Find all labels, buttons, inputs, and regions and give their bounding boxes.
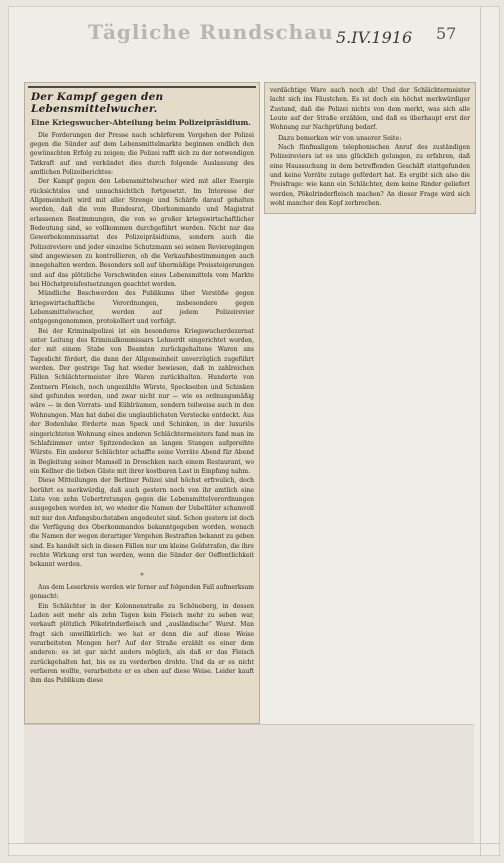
article-paragraph: Mündliche Beschwerden des Publikums über Verstöße gegen kriegswirtschaftliche Verordnungen, insbesondere gegen Lebensmittelwucher, werden auf jedem Polizeirevier entgegengenommen, protokolliert und verfolgt.	[30, 290, 254, 326]
section-mark: *	[140, 571, 144, 580]
editor-reply: Nach fünfmaligem telephonischen Anruf des zuständigen Polizeireviers ist es uns glücklich gelungen, zu erfahren, daß eine Haussuchung in dem betreffenden Geschäft stattgefunden und keine Vorräte zutage gefördert hat. Es ergibt sich also die Preisfrage: wie kann ein Schlächter, dem keine Rinder geliefert werden, Pökelrinderfleisch machen? An dieser Frage wird sich wohl mancher den Kopf zerbrechen.	[270, 144, 470, 208]
article-paragraph: Ein Schlächter in der Kolonnenstraße zu Schöneberg, in dessen Laden seit mehr als zehn Tagen kein Fleisch mehr zu sehen war, verkauft plötzlich Pökelrinderfleisch und „ausländische“ Wurst. Man fragt sich unwillkürlich: wo hat er denn die auf diese Weise verarbeiteten Mengen her? Auf der Straße erzählt es einer dem anderen: es ist gar nicht anders möglich, als daß er das Fleisch zurückgehalten hat, bis es zu verderben drohte. Und da er es nicht verlieren wollte, verarbeitete er es eben auf diese Weise. Leider kauft ihm das Publikum diese	[30, 602, 254, 685]
editor-note-heading: Dazu bemerken wir von unserer Seite:	[278, 134, 402, 142]
handwritten-date: 5.IV.1916	[336, 28, 413, 47]
top-rule	[28, 86, 256, 88]
article-paragraph: Die Forderungen der Presse nach schärferem Vorgehen der Polizei gegen die Sünder auf dem Lebensmittelmarkte beginnen endlich den gewünschten Erfolg zu zeigen; die Polizei rafft sich zu der notwendigen Tatkraft auf und verkündet dies durch folgende Auslassung des amtlichen Polizeiberichtes:	[30, 131, 254, 176]
article-paragraph: Diese Mitteilungen der Berliner Polizei sind höchst erfreulich, doch berührt es merkwürdig, daß auch gestern noch von ihr amtlich eine Liste von zehn Uebertretungen gegen die Lebensmittelverordnungen ausgegeben worden ist, wo wieder die Namen der Uebeltäter schamvoll mit nur den Anfangsbuchstaben angedeutet sind. Schon gestern ist doch die Verfügung des Oberkommandos bekanntgegeben worden, wonach die Namen der wegen derartiger Vergehen Bestraften bekannt zu geben sind. Es handelt sich in diesen Fällen nur um kleine Geldstrafen, die ihre rechte Wirkung erst tun werden, wenn die Sünder der Oeffentlichkeit bekannt werden.	[30, 477, 254, 569]
sheet-edge	[480, 6, 481, 856]
article-title: Der Kampf gegen den Lebensmittelwucher.	[31, 91, 164, 115]
sheet-edge-bottom	[8, 843, 500, 844]
sheet-backing	[24, 724, 474, 843]
article-body	[30, 131, 254, 686]
article-paragraph: Bei der Kriminalpolizei ist ein besonderes Kriegswucherdezernat unter Leitung des Kriminalkommissars Lehnerdt eingerichtet worden, der mit einem Stabe von Beamten zurückgehaltene Waren ans Tageslicht fördert, die dann der Allgemeinheit unverzüglich zugeführt werden. Der gestrige Tag hat wieder bewiesen, daß in zahlreichen Fällen Schlächtermeister ihre Waren zurückhalten. Hunderte von Zentnern Fleisch, noch ungezählte Würste, Speckseiten und Schinken sind gefunden worden, und zwar nicht nur — wie es ordnungsmäßig wäre — in den Vorrats- und Kühlräumen, sondern teilweise auch in den Wohnungen. Man hat dabei die unglaublichsten Verstecke entdeckt. Aus der Bodenluke förderte man Speck und Schinken, in der luxuriös eingerichteten Wohnung eines anderen Schlächtermeisters fand man im Schlafzimmer unter Spitzendecken an langen Stangen aufgereihte Würste. Ein anderer Schlächter schaffte seine Vorräte Abend für Abend in Begleitung seiner Mamsell in Droschken nach einem Restaurant, wo ein Kellner die lieben Gäste mit ihrer kostbaren Last in Empfang nahm.	[30, 327, 254, 475]
article-paragraph: Der Kampf gegen den Lebensmittelwucher wird mit aller Energie rücksichtslos und unnachsichtlich fortgesetzt. Im Interesse der Allgemeinheit wird mit aller Strenge und Schärfe darauf gehalten werden, daß die vom Bundesrat, Oberkommando und Magistrat erlassenen Bestimmungen, die von so großer kriegswirtschaftlicher Bedeutung sind, so vollkommen durchgeführt werden. Nicht nur das Gewerbekommissariat des Polizeipräsidiums, sondern auch die Polizeireviere und jeder einzelne Schutzmann sei seinen Revieregängen sind angewiesen zu kontrollieren, ob die Verkaufsbestimmungen auch innegehalten werden. Besonders soll auf übermäßige Preissteigerungen und auf das plötzliche Verschwinden eines Lebensmittels vom Markte bei Höchstpreisfestsetzungen geachtet werden.	[30, 178, 254, 289]
continuation-body	[270, 86, 470, 208]
continuation-clipping	[264, 82, 476, 214]
article-subtitle: Eine Kriegswucher-Abteilung beim Polizeipräsidium.	[31, 118, 251, 127]
article-paragraph: Aus dem Leserkreis werden wir ferner auf folgenden Fall aufmerksam gemacht:	[30, 584, 254, 601]
main-clipping	[24, 82, 260, 724]
newspaper-masthead: Tägliche Rundschau	[88, 20, 334, 44]
sheet-header	[8, 6, 500, 66]
continuation-paragraph: verdächtige Ware auch noch ab! Und der Schlächtermeister lacht sich ins Fäustchen. Es ist doch ein höchst merkwürdiger Zustand, daß die Polizei nichts von dem merkt, was sich alle Leute auf der Straße erzählen, und daß es überhaupt erst der Wohnung zur Nachprüfung bedarf.	[270, 87, 470, 132]
page-number: 57	[436, 24, 457, 43]
